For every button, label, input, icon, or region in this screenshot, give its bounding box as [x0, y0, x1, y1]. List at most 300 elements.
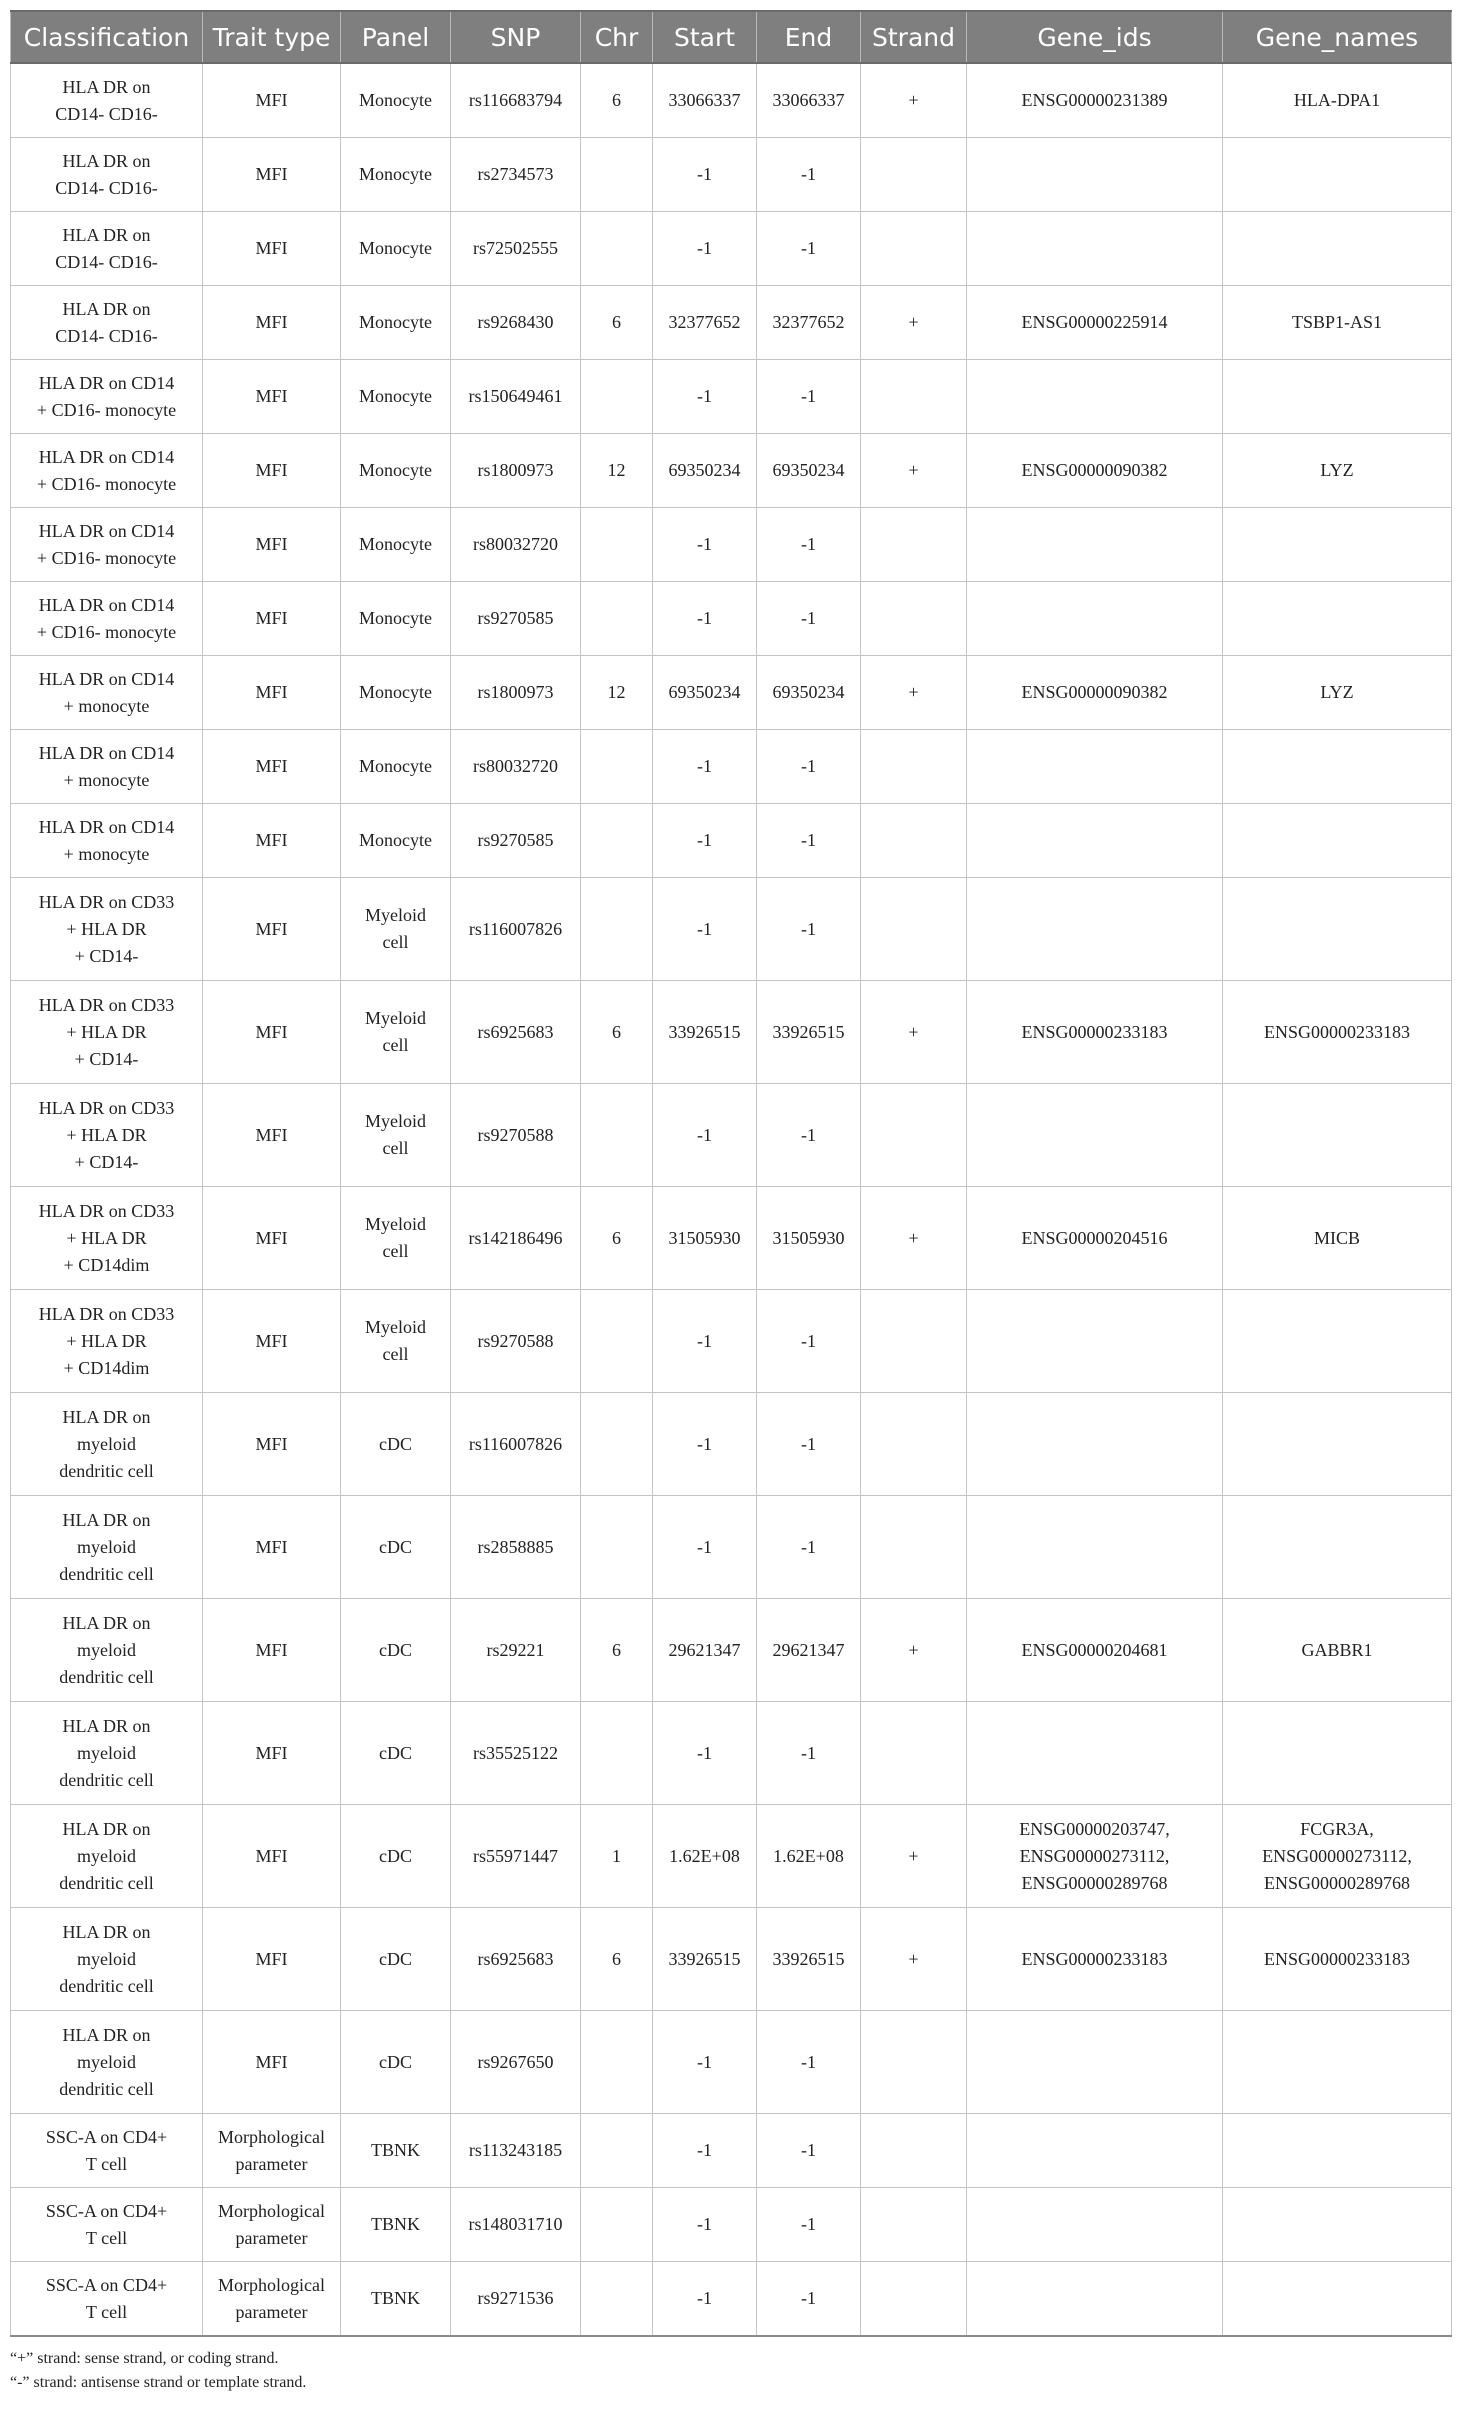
cell-end: -1 [757, 1393, 861, 1496]
cell-strand [861, 1702, 967, 1805]
cell-panel: Monocyte [341, 730, 451, 804]
cell-strand: + [861, 1908, 967, 2011]
cell-start: -1 [653, 508, 757, 582]
cell-classification: HLA DR on CD33 + HLA DR + CD14- [11, 878, 203, 981]
cell-panel: TBNK [341, 2262, 451, 2337]
cell-snp: rs80032720 [451, 730, 581, 804]
cell-chr: 6 [581, 981, 653, 1084]
cell-strand [861, 212, 967, 286]
cell-gene-ids [967, 2262, 1223, 2337]
cell-end: -1 [757, 360, 861, 434]
cell-classification: HLA DR on myeloid dendritic cell [11, 2011, 203, 2114]
cell-panel: Monocyte [341, 138, 451, 212]
cell-gene-ids [967, 1496, 1223, 1599]
cell-start: -1 [653, 1290, 757, 1393]
cell-gene-names: ENSG00000233183 [1223, 1908, 1452, 2011]
cell-end: -1 [757, 582, 861, 656]
table-row [11, 981, 1452, 1084]
cell-end: -1 [757, 2262, 861, 2337]
table-row [11, 1599, 1452, 1702]
cell-end: -1 [757, 2114, 861, 2188]
cell-strand [861, 1290, 967, 1393]
cell-gene-names: MICB [1223, 1187, 1452, 1290]
cell-panel: cDC [341, 1805, 451, 1908]
cell-snp: rs2734573 [451, 138, 581, 212]
cell-gene-ids: ENSG00000233183 [967, 1908, 1223, 2011]
cell-gene-ids: ENSG00000225914 [967, 286, 1223, 360]
table-row [11, 286, 1452, 360]
cell-gene-names [1223, 2262, 1452, 2337]
cell-snp: rs116683794 [451, 63, 581, 138]
cell-gene-names [1223, 1393, 1452, 1496]
cell-end: -1 [757, 2188, 861, 2262]
cell-start: 33926515 [653, 1908, 757, 2011]
cell-classification: HLA DR on myeloid dendritic cell [11, 1702, 203, 1805]
table-row [11, 804, 1452, 878]
cell-gene-names [1223, 804, 1452, 878]
cell-end: 32377652 [757, 286, 861, 360]
cell-end: -1 [757, 508, 861, 582]
cell-strand [861, 1084, 967, 1187]
cell-trait-type: MFI [203, 878, 341, 981]
cell-classification: HLA DR on CD33 + HLA DR + CD14- [11, 981, 203, 1084]
cell-trait-type: MFI [203, 804, 341, 878]
table-row [11, 656, 1452, 730]
cell-panel: cDC [341, 1908, 451, 2011]
cell-snp: rs9267650 [451, 2011, 581, 2114]
table-container [10, 10, 1451, 2395]
cell-trait-type: MFI [203, 1599, 341, 1702]
cell-strand [861, 730, 967, 804]
cell-start: -1 [653, 1393, 757, 1496]
cell-chr [581, 2188, 653, 2262]
cell-chr: 12 [581, 656, 653, 730]
cell-end: -1 [757, 878, 861, 981]
cell-start: 69350234 [653, 656, 757, 730]
cell-snp: rs113243185 [451, 2114, 581, 2188]
cell-strand [861, 1496, 967, 1599]
cell-trait-type: Morphological parameter [203, 2262, 341, 2337]
cell-classification: HLA DR on myeloid dendritic cell [11, 1599, 203, 1702]
cell-start: -1 [653, 1496, 757, 1599]
table-row [11, 138, 1452, 212]
cell-gene-names [1223, 2188, 1452, 2262]
cell-snp: rs9270585 [451, 582, 581, 656]
cell-gene-names: HLA-DPA1 [1223, 63, 1452, 138]
table-row [11, 434, 1452, 508]
cell-end: 69350234 [757, 656, 861, 730]
cell-trait-type: MFI [203, 582, 341, 656]
cell-chr: 6 [581, 286, 653, 360]
cell-end: 29621347 [757, 1599, 861, 1702]
cell-trait-type: Morphological parameter [203, 2188, 341, 2262]
table-row [11, 508, 1452, 582]
cell-panel: Monocyte [341, 360, 451, 434]
cell-start: -1 [653, 1084, 757, 1187]
cell-chr [581, 1290, 653, 1393]
cell-snp: rs9268430 [451, 286, 581, 360]
cell-gene-ids: ENSG00000204516 [967, 1187, 1223, 1290]
cell-trait-type: Morphological parameter [203, 2114, 341, 2188]
cell-gene-ids [967, 1393, 1223, 1496]
cell-gene-ids [967, 138, 1223, 212]
cell-strand [861, 2114, 967, 2188]
cell-snp: rs29221 [451, 1599, 581, 1702]
cell-snp: rs55971447 [451, 1805, 581, 1908]
cell-start: -1 [653, 360, 757, 434]
cell-strand [861, 2262, 967, 2337]
cell-gene-ids [967, 2114, 1223, 2188]
header-classification: Classification [11, 11, 203, 63]
cell-panel: Monocyte [341, 508, 451, 582]
cell-trait-type: MFI [203, 1496, 341, 1599]
table-row [11, 1702, 1452, 1805]
cell-snp: rs9270585 [451, 804, 581, 878]
cell-gene-names [1223, 730, 1452, 804]
header-gene-ids: Gene_ids [967, 11, 1223, 63]
cell-trait-type: MFI [203, 730, 341, 804]
cell-start: 1.62E+08 [653, 1805, 757, 1908]
cell-gene-ids: ENSG00000090382 [967, 656, 1223, 730]
cell-end: 33066337 [757, 63, 861, 138]
cell-trait-type: MFI [203, 434, 341, 508]
cell-start: -1 [653, 138, 757, 212]
cell-snp: rs80032720 [451, 508, 581, 582]
cell-end: 31505930 [757, 1187, 861, 1290]
cell-gene-ids [967, 1084, 1223, 1187]
cell-start: -1 [653, 2011, 757, 2114]
cell-start: 32377652 [653, 286, 757, 360]
cell-chr [581, 1393, 653, 1496]
cell-classification: HLA DR on CD33 + HLA DR + CD14- [11, 1084, 203, 1187]
cell-panel: TBNK [341, 2188, 451, 2262]
cell-strand [861, 360, 967, 434]
cell-chr [581, 508, 653, 582]
cell-gene-ids [967, 508, 1223, 582]
cell-snp: rs9271536 [451, 2262, 581, 2337]
table-body [11, 63, 1452, 2336]
cell-chr [581, 1084, 653, 1187]
cell-chr: 6 [581, 1187, 653, 1290]
table-row [11, 2011, 1452, 2114]
cell-gene-ids [967, 804, 1223, 878]
cell-classification: SSC-A on CD4+ T cell [11, 2188, 203, 2262]
cell-end: 69350234 [757, 434, 861, 508]
cell-classification: HLA DR on CD14- CD16- [11, 63, 203, 138]
cell-trait-type: MFI [203, 1290, 341, 1393]
cell-snp: rs9270588 [451, 1084, 581, 1187]
cell-strand: + [861, 1805, 967, 1908]
table-row [11, 878, 1452, 981]
cell-start: -1 [653, 804, 757, 878]
table-row [11, 730, 1452, 804]
cell-gene-names [1223, 1290, 1452, 1393]
cell-classification: HLA DR on CD14 + CD16- monocyte [11, 582, 203, 656]
cell-gene-ids [967, 2011, 1223, 2114]
table-row [11, 212, 1452, 286]
cell-panel: Myeloid cell [341, 1290, 451, 1393]
table-row [11, 360, 1452, 434]
cell-start: 29621347 [653, 1599, 757, 1702]
table-footnotes [10, 2347, 1451, 2395]
cell-classification: SSC-A on CD4+ T cell [11, 2114, 203, 2188]
cell-start: -1 [653, 730, 757, 804]
cell-classification: HLA DR on myeloid dendritic cell [11, 1393, 203, 1496]
cell-panel: cDC [341, 1702, 451, 1805]
cell-chr [581, 878, 653, 981]
cell-start: -1 [653, 878, 757, 981]
cell-gene-names [1223, 1084, 1452, 1187]
cell-panel: cDC [341, 1496, 451, 1599]
table-header-row [11, 11, 1452, 63]
cell-panel: Myeloid cell [341, 878, 451, 981]
cell-chr [581, 582, 653, 656]
cell-gene-names [1223, 508, 1452, 582]
cell-strand: + [861, 286, 967, 360]
cell-chr: 6 [581, 63, 653, 138]
cell-snp: rs150649461 [451, 360, 581, 434]
cell-gene-ids [967, 878, 1223, 981]
cell-trait-type: MFI [203, 1187, 341, 1290]
cell-snp: rs72502555 [451, 212, 581, 286]
cell-classification: HLA DR on CD14 + CD16- monocyte [11, 360, 203, 434]
table-row [11, 2114, 1452, 2188]
header-chr: Chr [581, 11, 653, 63]
cell-start: 31505930 [653, 1187, 757, 1290]
cell-end: 1.62E+08 [757, 1805, 861, 1908]
cell-strand [861, 1393, 967, 1496]
cell-snp: rs6925683 [451, 1908, 581, 2011]
cell-gene-names [1223, 2011, 1452, 2114]
footnote-minus-strand: “-” strand: antisense strand or template strand. [10, 2374, 307, 2391]
header-start: Start [653, 11, 757, 63]
cell-gene-names: TSBP1-AS1 [1223, 286, 1452, 360]
cell-snp: rs148031710 [451, 2188, 581, 2262]
header-gene-names: Gene_names [1223, 11, 1452, 63]
cell-gene-names [1223, 1496, 1452, 1599]
cell-strand: + [861, 981, 967, 1084]
cell-trait-type: MFI [203, 2011, 341, 2114]
cell-chr [581, 2011, 653, 2114]
cell-snp: rs1800973 [451, 656, 581, 730]
cell-chr: 1 [581, 1805, 653, 1908]
cell-start: 33926515 [653, 981, 757, 1084]
cell-strand: + [861, 1187, 967, 1290]
cell-start: 69350234 [653, 434, 757, 508]
table-row [11, 2188, 1452, 2262]
table-row [11, 2262, 1452, 2337]
cell-gene-ids [967, 582, 1223, 656]
cell-strand [861, 878, 967, 981]
header-end: End [757, 11, 861, 63]
cell-classification: HLA DR on myeloid dendritic cell [11, 1805, 203, 1908]
cell-trait-type: MFI [203, 1908, 341, 2011]
cell-start: -1 [653, 2188, 757, 2262]
cell-trait-type: MFI [203, 1393, 341, 1496]
cell-panel: Myeloid cell [341, 1187, 451, 1290]
cell-classification: HLA DR on CD14 + CD16- monocyte [11, 434, 203, 508]
table-row [11, 63, 1452, 138]
cell-end: -1 [757, 138, 861, 212]
cell-classification: HLA DR on myeloid dendritic cell [11, 1908, 203, 2011]
cell-gene-ids [967, 360, 1223, 434]
cell-gene-ids [967, 212, 1223, 286]
cell-end: -1 [757, 804, 861, 878]
table-row [11, 1393, 1452, 1496]
cell-snp: rs6925683 [451, 981, 581, 1084]
table-row [11, 582, 1452, 656]
cell-gene-names [1223, 878, 1452, 981]
cell-end: 33926515 [757, 1908, 861, 2011]
cell-trait-type: MFI [203, 138, 341, 212]
cell-chr [581, 212, 653, 286]
cell-chr: 6 [581, 1908, 653, 2011]
cell-gene-names [1223, 1702, 1452, 1805]
cell-start: -1 [653, 2262, 757, 2337]
cell-trait-type: MFI [203, 212, 341, 286]
cell-end: -1 [757, 1290, 861, 1393]
cell-panel: cDC [341, 1393, 451, 1496]
cell-strand: + [861, 434, 967, 508]
footnote-plus-strand: “+” strand: sense strand, or coding strand. [10, 2350, 279, 2367]
cell-classification: HLA DR on CD14- CD16- [11, 286, 203, 360]
cell-trait-type: MFI [203, 508, 341, 582]
table-row [11, 1290, 1452, 1393]
cell-classification: HLA DR on CD14- CD16- [11, 212, 203, 286]
cell-end: -1 [757, 212, 861, 286]
cell-start: -1 [653, 2114, 757, 2188]
cell-chr: 12 [581, 434, 653, 508]
cell-gene-ids: ENSG00000233183 [967, 981, 1223, 1084]
cell-start: -1 [653, 212, 757, 286]
cell-start: -1 [653, 582, 757, 656]
cell-snp: rs2858885 [451, 1496, 581, 1599]
cell-classification: HLA DR on CD14 + CD16- monocyte [11, 508, 203, 582]
cell-snp: rs1800973 [451, 434, 581, 508]
cell-strand [861, 138, 967, 212]
cell-gene-names: ENSG00000233183 [1223, 981, 1452, 1084]
cell-classification: HLA DR on CD33 + HLA DR + CD14dim [11, 1187, 203, 1290]
cell-gene-ids [967, 1702, 1223, 1805]
cell-classification: HLA DR on CD33 + HLA DR + CD14dim [11, 1290, 203, 1393]
cell-strand [861, 2188, 967, 2262]
cell-classification: HLA DR on CD14- CD16- [11, 138, 203, 212]
cell-trait-type: MFI [203, 656, 341, 730]
cell-end: -1 [757, 2011, 861, 2114]
cell-classification: HLA DR on myeloid dendritic cell [11, 1496, 203, 1599]
table-row [11, 1496, 1452, 1599]
cell-chr [581, 1496, 653, 1599]
cell-gene-names [1223, 582, 1452, 656]
cell-end: -1 [757, 1084, 861, 1187]
table-row [11, 1187, 1452, 1290]
cell-chr [581, 1702, 653, 1805]
cell-gene-names [1223, 2114, 1452, 2188]
cell-gene-ids: ENSG00000203747, ENSG00000273112, ENSG00000289768 [967, 1805, 1223, 1908]
snp-table [10, 10, 1452, 2337]
cell-chr [581, 804, 653, 878]
cell-gene-ids: ENSG00000204681 [967, 1599, 1223, 1702]
cell-end: -1 [757, 1496, 861, 1599]
table-row [11, 1084, 1452, 1187]
cell-trait-type: MFI [203, 1084, 341, 1187]
cell-snp: rs9270588 [451, 1290, 581, 1393]
cell-trait-type: MFI [203, 981, 341, 1084]
cell-chr: 6 [581, 1599, 653, 1702]
cell-start: -1 [653, 1702, 757, 1805]
cell-panel: Monocyte [341, 212, 451, 286]
cell-start: 33066337 [653, 63, 757, 138]
cell-trait-type: MFI [203, 360, 341, 434]
cell-gene-names [1223, 360, 1452, 434]
cell-snp: rs116007826 [451, 878, 581, 981]
cell-panel: Myeloid cell [341, 1084, 451, 1187]
cell-classification: HLA DR on CD14 + monocyte [11, 804, 203, 878]
cell-gene-names [1223, 212, 1452, 286]
table-row [11, 1805, 1452, 1908]
cell-strand: + [861, 1599, 967, 1702]
cell-strand [861, 2011, 967, 2114]
cell-gene-ids: ENSG00000231389 [967, 63, 1223, 138]
cell-panel: Myeloid cell [341, 981, 451, 1084]
cell-panel: Monocyte [341, 804, 451, 878]
cell-snp: rs142186496 [451, 1187, 581, 1290]
cell-panel: TBNK [341, 2114, 451, 2188]
cell-panel: Monocyte [341, 434, 451, 508]
cell-gene-names: GABBR1 [1223, 1599, 1452, 1702]
cell-gene-ids [967, 1290, 1223, 1393]
cell-snp: rs116007826 [451, 1393, 581, 1496]
cell-gene-ids: ENSG00000090382 [967, 434, 1223, 508]
cell-strand [861, 804, 967, 878]
cell-panel: Monocyte [341, 656, 451, 730]
cell-panel: cDC [341, 1599, 451, 1702]
cell-trait-type: MFI [203, 1702, 341, 1805]
cell-chr [581, 2262, 653, 2337]
cell-strand: + [861, 63, 967, 138]
cell-chr [581, 730, 653, 804]
header-trait-type: Trait type [203, 11, 341, 63]
header-snp: SNP [451, 11, 581, 63]
cell-trait-type: MFI [203, 63, 341, 138]
cell-end: -1 [757, 1702, 861, 1805]
cell-panel: Monocyte [341, 582, 451, 656]
cell-classification: HLA DR on CD14 + monocyte [11, 730, 203, 804]
cell-chr [581, 360, 653, 434]
cell-end: 33926515 [757, 981, 861, 1084]
cell-strand: + [861, 656, 967, 730]
cell-classification: HLA DR on CD14 + monocyte [11, 656, 203, 730]
cell-strand [861, 508, 967, 582]
cell-gene-names: LYZ [1223, 434, 1452, 508]
cell-classification: SSC-A on CD4+ T cell [11, 2262, 203, 2337]
cell-chr [581, 138, 653, 212]
cell-panel: cDC [341, 2011, 451, 2114]
cell-end: -1 [757, 730, 861, 804]
cell-trait-type: MFI [203, 286, 341, 360]
cell-panel: Monocyte [341, 286, 451, 360]
cell-gene-ids [967, 2188, 1223, 2262]
cell-panel: Monocyte [341, 63, 451, 138]
cell-trait-type: MFI [203, 1805, 341, 1908]
cell-strand [861, 582, 967, 656]
cell-gene-names: LYZ [1223, 656, 1452, 730]
table-row [11, 1908, 1452, 2011]
header-panel: Panel [341, 11, 451, 63]
cell-gene-names: FCGR3A, ENSG00000273112, ENSG00000289768 [1223, 1805, 1452, 1908]
header-strand: Strand [861, 11, 967, 63]
cell-snp: rs35525122 [451, 1702, 581, 1805]
